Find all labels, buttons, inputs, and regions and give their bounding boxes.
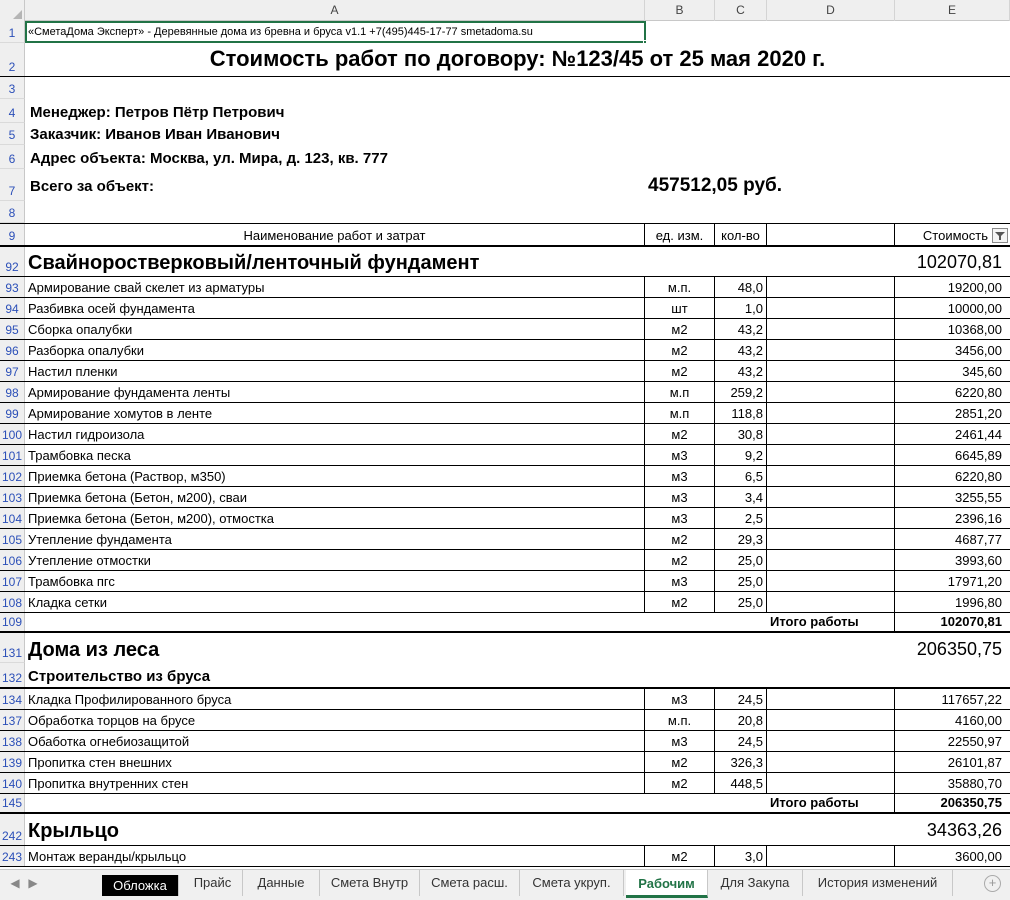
row-number[interactable]: 104: [0, 508, 25, 528]
item-qty: 3,4: [715, 487, 767, 507]
customer-line: Заказчик: Иванов Иван Иванович: [30, 126, 280, 143]
subsection-row: [0, 663, 1010, 689]
column-header-e[interactable]: E: [895, 0, 1010, 21]
row-number[interactable]: 98: [0, 382, 25, 402]
row-number[interactable]: 8: [0, 201, 25, 223]
sheet-row: [0, 43, 1010, 77]
item-cost: 35880,70: [947, 776, 1002, 791]
table-row: [0, 403, 1010, 424]
item-cost: 6220,80: [955, 469, 1002, 484]
item-name: Обработка торцов на брусе: [25, 710, 645, 730]
item-cost: 26101,87: [947, 755, 1002, 770]
sheet-row: [0, 145, 1010, 169]
item-unit: м3: [645, 689, 715, 709]
item-cost: 117657,22: [941, 692, 1002, 707]
item-unit: м2: [645, 319, 715, 339]
grand-total-label: Всего за объект:: [30, 178, 155, 195]
item-empty: [767, 424, 895, 444]
item-unit: м.п.: [645, 710, 715, 730]
subtotal-label: Итого работы: [767, 794, 895, 812]
row-number[interactable]: 92: [0, 247, 25, 276]
manager-line: Менеджер: Петров Пётр Петрович: [30, 104, 285, 121]
table-row: [0, 508, 1010, 529]
item-name: Армирование свай скелет из арматуры: [25, 277, 645, 297]
item-name: Монтаж веранды/крыльцо: [25, 846, 645, 866]
subtotal-value: 102070,81: [940, 614, 1002, 629]
row-number[interactable]: 105: [0, 529, 25, 549]
item-empty: [767, 445, 895, 465]
item-unit: м.п: [645, 403, 715, 423]
item-cost: 17971,20: [947, 574, 1002, 589]
table-row: [0, 361, 1010, 382]
row-number[interactable]: 102: [0, 466, 25, 486]
item-unit: м2: [645, 773, 715, 793]
item-qty: 448,5: [715, 773, 767, 793]
column-header-b[interactable]: B: [645, 0, 715, 21]
row-number[interactable]: 106: [0, 550, 25, 570]
item-cost: 19200,00: [947, 280, 1002, 295]
item-cost: 4160,00: [955, 713, 1002, 728]
table-row: [0, 550, 1010, 571]
row-number[interactable]: 134: [0, 689, 25, 709]
item-name: Обаботка огнебиозащитой: [25, 731, 645, 751]
item-unit: м2: [645, 529, 715, 549]
tab-estimate-enlarged[interactable]: Смета укруп.: [520, 870, 624, 896]
table-row: [0, 773, 1010, 794]
grand-total-value: 457512,05 руб.: [648, 175, 783, 196]
table-row: [0, 592, 1010, 613]
section-title: Свайноростверковый/ленточный фундамент: [28, 252, 480, 274]
item-qty: 29,3: [715, 529, 767, 549]
item-unit: м3: [645, 571, 715, 591]
tab-procurement[interactable]: Для Закупа: [708, 870, 803, 896]
item-cost: 3993,60: [955, 553, 1002, 568]
column-title-cost: Стоимость: [922, 228, 988, 243]
tab-estimate-internal[interactable]: Смета Внутр: [320, 870, 420, 896]
item-name: Армирование хомутов в ленте: [25, 403, 645, 423]
sheet-row: [0, 77, 1010, 99]
item-cost: 6220,80: [955, 385, 1002, 400]
table-row: [0, 529, 1010, 550]
row-number[interactable]: 138: [0, 731, 25, 751]
table-row: [0, 277, 1010, 298]
row-number[interactable]: 242: [0, 814, 25, 845]
sheet-row: [0, 201, 1010, 223]
table-row: [0, 710, 1010, 731]
subsection-title: Строительство из бруса: [28, 668, 211, 685]
item-name: Трамбовка песка: [25, 445, 645, 465]
row-number[interactable]: 101: [0, 445, 25, 465]
item-empty: [767, 277, 895, 297]
row-number[interactable]: 243: [0, 846, 25, 866]
item-name: Кладка сетки: [25, 592, 645, 612]
item-cost: 345,60: [962, 364, 1002, 379]
item-unit: м3: [645, 508, 715, 528]
row-number[interactable]: 93: [0, 277, 25, 297]
filter-icon: [995, 231, 1005, 241]
row-number[interactable]: 5: [0, 123, 25, 145]
item-name: Трамбовка пгс: [25, 571, 645, 591]
item-empty: [767, 731, 895, 751]
item-cost: 3456,00: [955, 343, 1002, 358]
item-cost: 2461,44: [955, 427, 1002, 442]
section-title: Крыльцо: [28, 820, 120, 842]
section-total: 102070,81: [916, 252, 1002, 272]
row-number[interactable]: 9: [0, 224, 25, 245]
item-qty: 24,5: [715, 731, 767, 751]
item-qty: 48,0: [715, 277, 767, 297]
row-number[interactable]: 108: [0, 592, 25, 612]
table-row: [0, 298, 1010, 319]
sheet-banner: «СметаДома Эксперт» - Деревянные дома из бревна и бруса v1.1 +7(495)445-17-77 smetadoma.su: [28, 26, 533, 38]
column-title-empty: [767, 224, 895, 245]
item-empty: [767, 592, 895, 612]
table-row: [0, 846, 1010, 867]
scroll-tabs-left-icon[interactable]: ◀: [10, 876, 20, 890]
item-empty: [767, 319, 895, 339]
item-qty: 1,0: [715, 298, 767, 318]
item-qty: 25,0: [715, 550, 767, 570]
item-qty: 43,2: [715, 319, 767, 339]
section-row: [0, 247, 1010, 277]
column-header-c[interactable]: C: [715, 0, 767, 21]
tab-estimate-extended[interactable]: Смета расш.: [420, 870, 520, 896]
row-number[interactable]: 109: [0, 613, 25, 631]
row-number[interactable]: 107: [0, 571, 25, 591]
item-empty: [767, 340, 895, 360]
row-number[interactable]: 132: [0, 663, 25, 687]
table-row: [0, 571, 1010, 592]
tab-workers[interactable]: Рабочим: [626, 870, 708, 898]
sheet-row: [0, 169, 1010, 201]
item-cost: 2851,20: [955, 406, 1002, 421]
table-row: [0, 382, 1010, 403]
item-qty: 24,5: [715, 689, 767, 709]
item-name: Пропитка стен внешних: [25, 752, 645, 772]
table-row: [0, 731, 1010, 752]
sheet-row: [0, 99, 1010, 123]
column-title-qty: кол-во: [715, 224, 767, 245]
column-header-bar: [0, 0, 1010, 21]
row-number[interactable]: 145: [0, 794, 25, 812]
sheet-row: [0, 21, 1010, 43]
item-qty: 3,0: [715, 846, 767, 866]
add-sheet-button[interactable]: +: [984, 875, 1001, 892]
item-cost: 10368,00: [947, 322, 1002, 337]
item-name: Кладка Профилированного бруса: [25, 689, 645, 709]
sheet-row: [0, 123, 1010, 145]
table-row: [0, 466, 1010, 487]
item-unit: м3: [645, 445, 715, 465]
item-unit: м2: [645, 592, 715, 612]
item-name: Приемка бетона (Раствор, м350): [25, 466, 645, 486]
item-qty: 30,8: [715, 424, 767, 444]
scroll-tabs-right-icon[interactable]: ▶: [28, 876, 38, 890]
row-number[interactable]: 140: [0, 773, 25, 793]
item-cost: 6645,89: [955, 448, 1002, 463]
item-name: Пропитка внутренних стен: [25, 773, 645, 793]
item-unit: м2: [645, 424, 715, 444]
item-name: Настил пленки: [25, 361, 645, 381]
table-row: [0, 752, 1010, 773]
section-title: Дома из леса: [28, 639, 160, 661]
item-unit: м.п.: [645, 277, 715, 297]
item-empty: [767, 752, 895, 772]
item-unit: м2: [645, 361, 715, 381]
item-empty: [767, 846, 895, 866]
item-qty: 9,2: [715, 445, 767, 465]
item-qty: 118,8: [715, 403, 767, 423]
column-header-d[interactable]: D: [767, 0, 895, 21]
subtotal-row: [0, 613, 1010, 633]
table-header-row: [0, 223, 1010, 247]
item-empty: [767, 773, 895, 793]
item-qty: 43,2: [715, 361, 767, 381]
row-number[interactable]: 99: [0, 403, 25, 423]
tab-price[interactable]: Прайс: [183, 870, 243, 896]
page-title: Стоимость работ по договору: №123/45 от 25 мая 2020 г.: [209, 46, 826, 71]
section-total: 206350,75: [916, 639, 1002, 659]
row-number[interactable]: 2: [0, 43, 25, 76]
item-unit: м3: [645, 731, 715, 751]
item-empty: [767, 508, 895, 528]
address-line: Адрес объекта: Москва, ул. Мира, д. 123, кв. 777: [30, 150, 388, 167]
item-name: Приемка бетона (Бетон, м200), отмостка: [25, 508, 645, 528]
item-cost: 3255,55: [955, 490, 1002, 505]
item-unit: м.п: [645, 382, 715, 402]
item-empty: [767, 298, 895, 318]
subtotal-value: 206350,75: [940, 795, 1002, 810]
item-name: Приемка бетона (Бетон, м200), сваи: [25, 487, 645, 507]
item-unit: м3: [645, 466, 715, 486]
table-row: [0, 487, 1010, 508]
row-number[interactable]: 1: [0, 21, 25, 43]
item-empty: [767, 487, 895, 507]
item-qty: 6,5: [715, 466, 767, 486]
row-number[interactable]: 139: [0, 752, 25, 772]
subtotal-row: [0, 794, 1010, 814]
item-unit: м2: [645, 846, 715, 866]
row-number[interactable]: 97: [0, 361, 25, 381]
sheet-tab-bar: [0, 869, 1010, 900]
item-cost: 4687,77: [955, 532, 1002, 547]
item-qty: 25,0: [715, 592, 767, 612]
section-row: [0, 633, 1010, 663]
select-all-corner[interactable]: [0, 0, 25, 21]
item-cost: 2396,16: [955, 511, 1002, 526]
selected-cell-a1[interactable]: [25, 21, 646, 43]
item-unit: м2: [645, 550, 715, 570]
row-number[interactable]: 96: [0, 340, 25, 360]
column-header-a[interactable]: A: [25, 0, 645, 21]
item-name: Сборка опалубки: [25, 319, 645, 339]
row-number[interactable]: 103: [0, 487, 25, 507]
row-number[interactable]: 4: [0, 99, 25, 123]
item-unit: м3: [645, 487, 715, 507]
subtotal-label: Итого работы: [767, 613, 895, 631]
item-qty: 326,3: [715, 752, 767, 772]
item-empty: [767, 529, 895, 549]
table-row: [0, 445, 1010, 466]
item-unit: м2: [645, 752, 715, 772]
table-row: [0, 319, 1010, 340]
row-number[interactable]: 100: [0, 424, 25, 444]
item-unit: м2: [645, 340, 715, 360]
tab-data[interactable]: Данные: [243, 870, 320, 896]
row-number[interactable]: 7: [0, 169, 25, 201]
row-number[interactable]: 137: [0, 710, 25, 730]
row-number[interactable]: 94: [0, 298, 25, 318]
table-row: [0, 689, 1010, 710]
tab-change-history[interactable]: История изменений: [803, 870, 953, 896]
item-empty: [767, 403, 895, 423]
item-name: Утепление отмостки: [25, 550, 645, 570]
item-cost: 10000,00: [947, 301, 1002, 316]
section-total: 34363,26: [926, 820, 1002, 840]
item-unit: шт: [645, 298, 715, 318]
table-row: [0, 424, 1010, 445]
item-name: Армирование фундамента ленты: [25, 382, 645, 402]
section-row: [0, 814, 1010, 846]
row-number[interactable]: 95: [0, 319, 25, 339]
item-empty: [767, 710, 895, 730]
item-qty: 20,8: [715, 710, 767, 730]
row-number[interactable]: 6: [0, 145, 25, 169]
tab-cover[interactable]: Обложка: [102, 875, 179, 896]
item-empty: [767, 689, 895, 709]
item-name: Разбивка осей фундамента: [25, 298, 645, 318]
item-empty: [767, 571, 895, 591]
item-cost: 22550,97: [947, 734, 1002, 749]
item-cost: 1996,80: [955, 595, 1002, 610]
item-name: Утепление фундамента: [25, 529, 645, 549]
item-empty: [767, 382, 895, 402]
item-name: Разборка опалубки: [25, 340, 645, 360]
filter-dropdown-button[interactable]: [992, 228, 1008, 243]
item-empty: [767, 466, 895, 486]
row-number[interactable]: 3: [0, 77, 25, 99]
column-title-unit: ед. изм.: [645, 224, 715, 245]
item-empty: [767, 550, 895, 570]
item-qty: 2,5: [715, 508, 767, 528]
item-cost: 3600,00: [955, 849, 1002, 864]
column-title-name: Наименование работ и затрат: [25, 224, 645, 245]
item-qty: 25,0: [715, 571, 767, 591]
table-row: [0, 340, 1010, 361]
worksheet-grid[interactable]: [0, 21, 1010, 869]
item-qty: 259,2: [715, 382, 767, 402]
row-number[interactable]: 131: [0, 633, 25, 663]
item-empty: [767, 361, 895, 381]
item-qty: 43,2: [715, 340, 767, 360]
item-name: Настил гидроизола: [25, 424, 645, 444]
